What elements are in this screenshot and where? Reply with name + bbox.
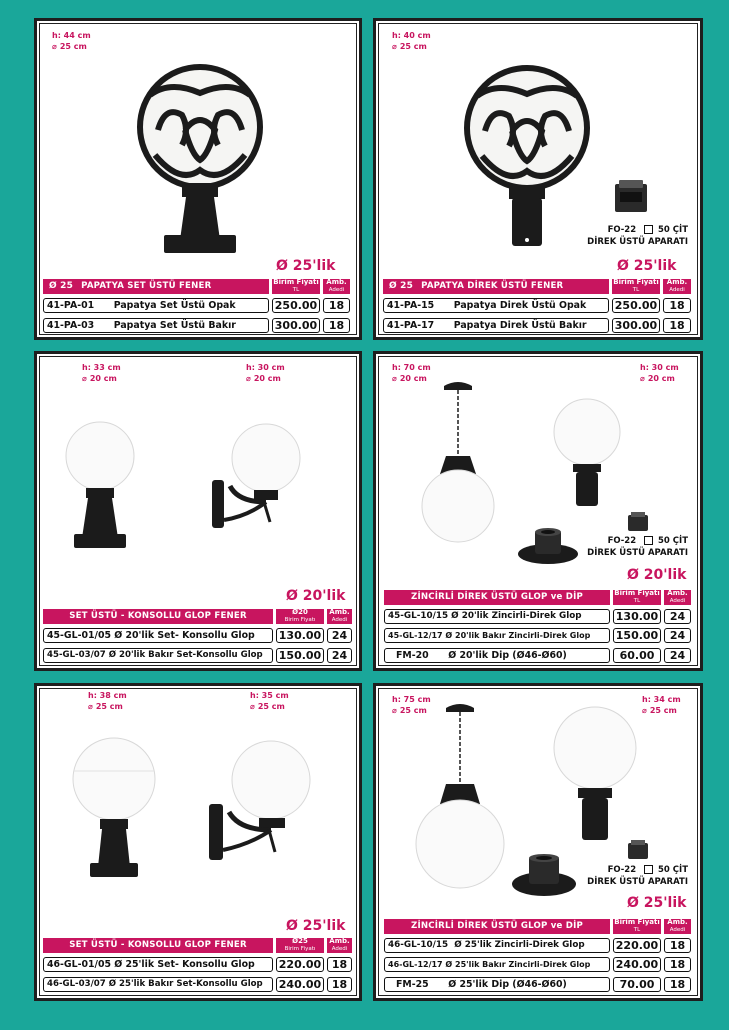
- product-qty: 24: [664, 628, 691, 643]
- product-qty: 18: [327, 977, 352, 992]
- height-dim: h: 40 cm: [392, 31, 431, 40]
- product-price: 70.00: [613, 977, 661, 992]
- height-dim: h: 34 cm: [642, 695, 681, 704]
- product-price: 240.00: [276, 977, 324, 992]
- product-qty: 18: [663, 298, 691, 313]
- product-title: SET ÜSTÜ - KONSOLLU GLOP FENER: [69, 940, 247, 950]
- product-qty: 24: [327, 648, 352, 663]
- product-qty: 18: [663, 318, 691, 333]
- product-code-name: [384, 977, 610, 992]
- product-code: FM-25: [396, 979, 429, 990]
- size-label: Ø 20'lik: [627, 567, 687, 583]
- diameter-icon: ⌀: [52, 42, 57, 51]
- qty-header-sub: Adedi: [669, 926, 686, 933]
- diameter-dim: 25 cm: [649, 706, 677, 715]
- product-price: 300.00: [272, 318, 320, 333]
- product-name: Ø 20'lik Dip (Ø46-Ø60): [448, 650, 567, 661]
- table-row: [43, 957, 352, 972]
- glop-set-lamp-image: [70, 737, 160, 887]
- product-title: SET ÜSTÜ - KONSOLLU GLOP FENER: [69, 611, 247, 621]
- dimensions-right: [642, 694, 681, 716]
- price-header-label: Birim Fiyatı: [613, 278, 659, 286]
- dimensions-right: [246, 362, 285, 384]
- qty-header-sub: Adedi: [328, 286, 345, 293]
- product-price: 240.00: [613, 957, 661, 972]
- size-label: Ø 20'lik: [286, 588, 346, 604]
- price-header: [613, 590, 661, 605]
- product-price: 250.00: [272, 298, 320, 313]
- price-header-label: Ø25: [292, 937, 308, 945]
- apparatus-size: 50 ÇİT: [658, 225, 688, 235]
- product-code-name: [43, 957, 273, 972]
- diameter-dim: 25 cm: [399, 706, 427, 715]
- product-title-bar: [384, 590, 610, 605]
- product-name: Papatya Direk Üstü Bakır: [453, 320, 587, 331]
- qty-header-label: Amb.: [667, 589, 688, 597]
- apparatus-name: DİREK ÜSTÜ APARATI: [587, 877, 688, 887]
- diameter-dim: 20 cm: [399, 374, 427, 383]
- price-header-sub: TL: [632, 286, 640, 293]
- product-code-name: [384, 648, 610, 663]
- qty-header-sub: Adedi: [669, 597, 686, 604]
- product-title: PAPATYA SET ÜSTÜ FENER: [81, 281, 212, 291]
- price-header-label: Ø20: [292, 608, 308, 616]
- product-name: Ø 25'lik Bakır Set-Konsollu Glop: [108, 979, 263, 989]
- dimensions-left: [88, 690, 127, 712]
- size-label: Ø 25'lik: [617, 258, 677, 274]
- apparatus-label: [566, 864, 688, 888]
- square-section-icon: [644, 225, 653, 234]
- papatya-direk-lamp-image: [452, 40, 602, 250]
- diameter-dim: 20 cm: [253, 374, 281, 383]
- zincirli-pendant-lamp-image: [410, 700, 510, 890]
- table-row: [384, 628, 691, 643]
- diameter-icon: ⌀: [88, 702, 93, 711]
- qty-header-label: Amb.: [326, 278, 347, 286]
- diameter-icon: ⌀: [392, 706, 397, 715]
- product-code: 46-GL-03/07: [47, 979, 106, 989]
- diameter-dim: 25 cm: [399, 42, 427, 51]
- product-code: 45-GL-01/05: [47, 630, 112, 641]
- price-header-label: Birim Fiyatı: [273, 278, 319, 286]
- size-label: Ø 25'lik: [276, 258, 336, 274]
- height-dim: h: 44 cm: [52, 31, 91, 40]
- product-code-name: [384, 938, 610, 953]
- qty-header: [664, 590, 691, 605]
- product-code-name: [384, 957, 610, 972]
- price-header-sub: Birim Fiyatı: [284, 616, 316, 623]
- product-name: Ø 20'lik Zincirli-Direk Glop: [451, 611, 582, 621]
- height-dim: h: 38 cm: [88, 691, 127, 700]
- diameter-icon: ⌀: [392, 374, 397, 383]
- product-name: Papatya Set Üstü Bakır: [113, 320, 236, 331]
- price-header: [276, 609, 324, 624]
- glop-konsol-lamp-image: [208, 422, 308, 532]
- product-name: Ø 20'lik Bakır Zincirli-Direk Glop: [445, 631, 591, 640]
- apparatus-code: FO-22: [607, 536, 637, 546]
- glop-set-lamp-image: [62, 420, 142, 555]
- product-title: ZİNCİRLİ DİREK ÜSTÜ GLOP ve DİP: [411, 921, 583, 931]
- product-code: FM-20: [396, 650, 429, 661]
- product-code-name: [43, 977, 273, 992]
- height-dim: h: 35 cm: [250, 691, 289, 700]
- product-price: 220.00: [613, 938, 661, 953]
- apparatus-label: [566, 535, 688, 559]
- product-title-bar: [43, 938, 273, 953]
- qty-header-sub: Adedi: [331, 945, 348, 952]
- product-code: 41-PA-03: [47, 320, 95, 331]
- height-dim: h: 30 cm: [246, 363, 285, 372]
- height-dim: h: 30 cm: [640, 363, 679, 372]
- product-price: 150.00: [613, 628, 661, 643]
- product-code: 45-GL-10/15: [388, 611, 449, 621]
- product-code-name: [43, 298, 269, 313]
- qty-header-label: Amb.: [666, 278, 688, 286]
- price-header-sub: TL: [633, 597, 641, 604]
- product-title-bar: [384, 919, 610, 934]
- diameter-icon: ⌀: [642, 706, 647, 715]
- glop-direk-lamp-image: [552, 398, 622, 513]
- price-header-sub: TL: [633, 926, 641, 933]
- product-code: 41-PA-15: [387, 300, 435, 311]
- product-price: 130.00: [613, 609, 661, 624]
- diameter-dim: 25 cm: [59, 42, 87, 51]
- glop-konsol-lamp-image: [205, 740, 315, 865]
- qty-header-label: Amb.: [329, 937, 350, 945]
- table-row: [383, 298, 691, 313]
- dimensions-right: [250, 690, 289, 712]
- qty-header: [664, 919, 691, 934]
- product-name: Ø 20'lik Bakır Set-Konsollu Glop: [108, 650, 263, 660]
- price-header: [613, 919, 661, 934]
- apparatus-name: DİREK ÜSTÜ APARATI: [587, 548, 688, 558]
- product-name: Ø 25'lik Dip (Ø46-Ø60): [448, 979, 567, 990]
- table-row: [43, 628, 352, 643]
- dimensions: [52, 30, 91, 52]
- price-header-label: Birim Fiyatı: [614, 918, 660, 926]
- product-title: ZİNCİRLİ DİREK ÜSTÜ GLOP ve DİP: [411, 592, 583, 602]
- product-price: 250.00: [612, 298, 660, 313]
- product-code-name: [383, 298, 609, 313]
- glop-direk-lamp-image: [550, 706, 640, 846]
- product-qty: 18: [323, 318, 350, 333]
- product-price: 300.00: [612, 318, 660, 333]
- height-dim: h: 75 cm: [392, 695, 431, 704]
- dimensions-left: [82, 362, 121, 384]
- table-row: [384, 609, 691, 624]
- product-title-bar: [43, 279, 269, 294]
- qty-header-sub: Adedi: [669, 286, 685, 293]
- product-code: 46-GL-10/15: [388, 940, 449, 950]
- product-code-name: [384, 628, 610, 643]
- price-header: [612, 279, 660, 294]
- product-name: Ø 25'lik Set- Konsollu Glop: [114, 959, 255, 970]
- table-row: [43, 648, 352, 663]
- size-label: Ø 25'lik: [627, 895, 687, 911]
- product-price: 220.00: [276, 957, 324, 972]
- product-name: Papatya Direk Üstü Opak: [453, 300, 587, 311]
- product-code-name: [43, 648, 273, 663]
- qty-header: [323, 279, 350, 294]
- product-qty: 18: [327, 957, 352, 972]
- fo22-apparatus-image: [626, 512, 650, 532]
- product-code-name: [43, 628, 273, 643]
- table-row: [384, 957, 691, 972]
- table-row: [43, 298, 350, 313]
- height-dim: h: 33 cm: [82, 363, 121, 372]
- product-title-bar: [383, 279, 609, 294]
- price-header: [272, 279, 320, 294]
- diameter-dim: 20 cm: [647, 374, 675, 383]
- price-header-sub: TL: [292, 286, 300, 293]
- product-qty: 18: [664, 977, 691, 992]
- height-dim: h: 70 cm: [392, 363, 431, 372]
- product-code: 41-PA-17: [387, 320, 435, 331]
- table-row: [384, 648, 691, 663]
- apparatus-name: DİREK ÜSTÜ APARATI: [587, 237, 688, 247]
- diameter-icon: ⌀: [640, 374, 645, 383]
- fo22-apparatus-image: [626, 840, 650, 860]
- square-section-icon: [644, 865, 653, 874]
- product-code-name: [383, 318, 609, 333]
- product-title-bar: [43, 609, 273, 624]
- diameter-icon: ⌀: [392, 42, 397, 51]
- product-code: 46-GL-12/17: [388, 960, 443, 969]
- table-row: [43, 318, 350, 333]
- qty-header-sub: Adedi: [331, 616, 348, 623]
- qty-header: [327, 609, 352, 624]
- title-diameter: Ø 25: [389, 281, 414, 291]
- size-label: Ø 25'lik: [286, 918, 346, 934]
- qty-header-label: Amb.: [667, 918, 688, 926]
- product-name: Ø 25'lik Bakır Zincirli-Direk Glop: [445, 960, 591, 969]
- product-name: Papatya Set Üstü Opak: [113, 300, 236, 311]
- product-code: 41-PA-01: [47, 300, 95, 311]
- diameter-icon: ⌀: [246, 374, 251, 383]
- product-code-name: [384, 609, 610, 624]
- product-qty: 24: [327, 628, 352, 643]
- product-price: 60.00: [613, 648, 661, 663]
- table-row: [384, 938, 691, 953]
- table-row: [383, 318, 691, 333]
- product-code: 45-GL-03/07: [47, 650, 106, 660]
- apparatus-size: 50 ÇİT: [658, 536, 688, 546]
- product-name: Ø 25'lik Zincirli-Direk Glop: [454, 940, 585, 950]
- product-code-name: [43, 318, 269, 333]
- table-row: [43, 977, 352, 992]
- price-header: [276, 938, 324, 953]
- qty-header: [663, 279, 691, 294]
- product-price: 130.00: [276, 628, 324, 643]
- table-row: [384, 977, 691, 992]
- dimensions-right: [640, 362, 679, 384]
- product-qty: 18: [664, 938, 691, 953]
- square-section-icon: [644, 536, 653, 545]
- product-name: Ø 20'lik Set- Konsollu Glop: [114, 630, 255, 641]
- diameter-dim: 20 cm: [89, 374, 117, 383]
- apparatus-size: 50 ÇİT: [658, 865, 688, 875]
- apparatus-code: FO-22: [607, 865, 637, 875]
- product-qty: 18: [323, 298, 350, 313]
- apparatus-code: FO-22: [607, 225, 637, 235]
- diameter-icon: ⌀: [250, 702, 255, 711]
- price-header-label: Birim Fiyatı: [614, 589, 660, 597]
- product-qty: 18: [664, 957, 691, 972]
- diameter-dim: 25 cm: [257, 702, 285, 711]
- fo22-apparatus-image: [611, 180, 651, 216]
- diameter-icon: ⌀: [82, 374, 87, 383]
- price-header-sub: Birim Fiyatı: [284, 945, 316, 952]
- product-code: 45-GL-12/17: [388, 631, 443, 640]
- apparatus-label: [566, 224, 688, 248]
- dimensions: [392, 30, 431, 52]
- zincirli-pendant-lamp-image: [418, 378, 498, 548]
- product-title: PAPATYA DİREK ÜSTÜ FENER: [421, 281, 564, 291]
- product-qty: 24: [664, 609, 691, 624]
- papatya-set-lamp-image: [120, 35, 280, 260]
- title-diameter: Ø 25: [49, 281, 74, 291]
- qty-header: [327, 938, 352, 953]
- diameter-dim: 25 cm: [95, 702, 123, 711]
- product-code: 46-GL-01/05: [47, 959, 112, 970]
- product-qty: 24: [664, 648, 691, 663]
- product-price: 150.00: [276, 648, 324, 663]
- qty-header-label: Amb.: [329, 608, 350, 616]
